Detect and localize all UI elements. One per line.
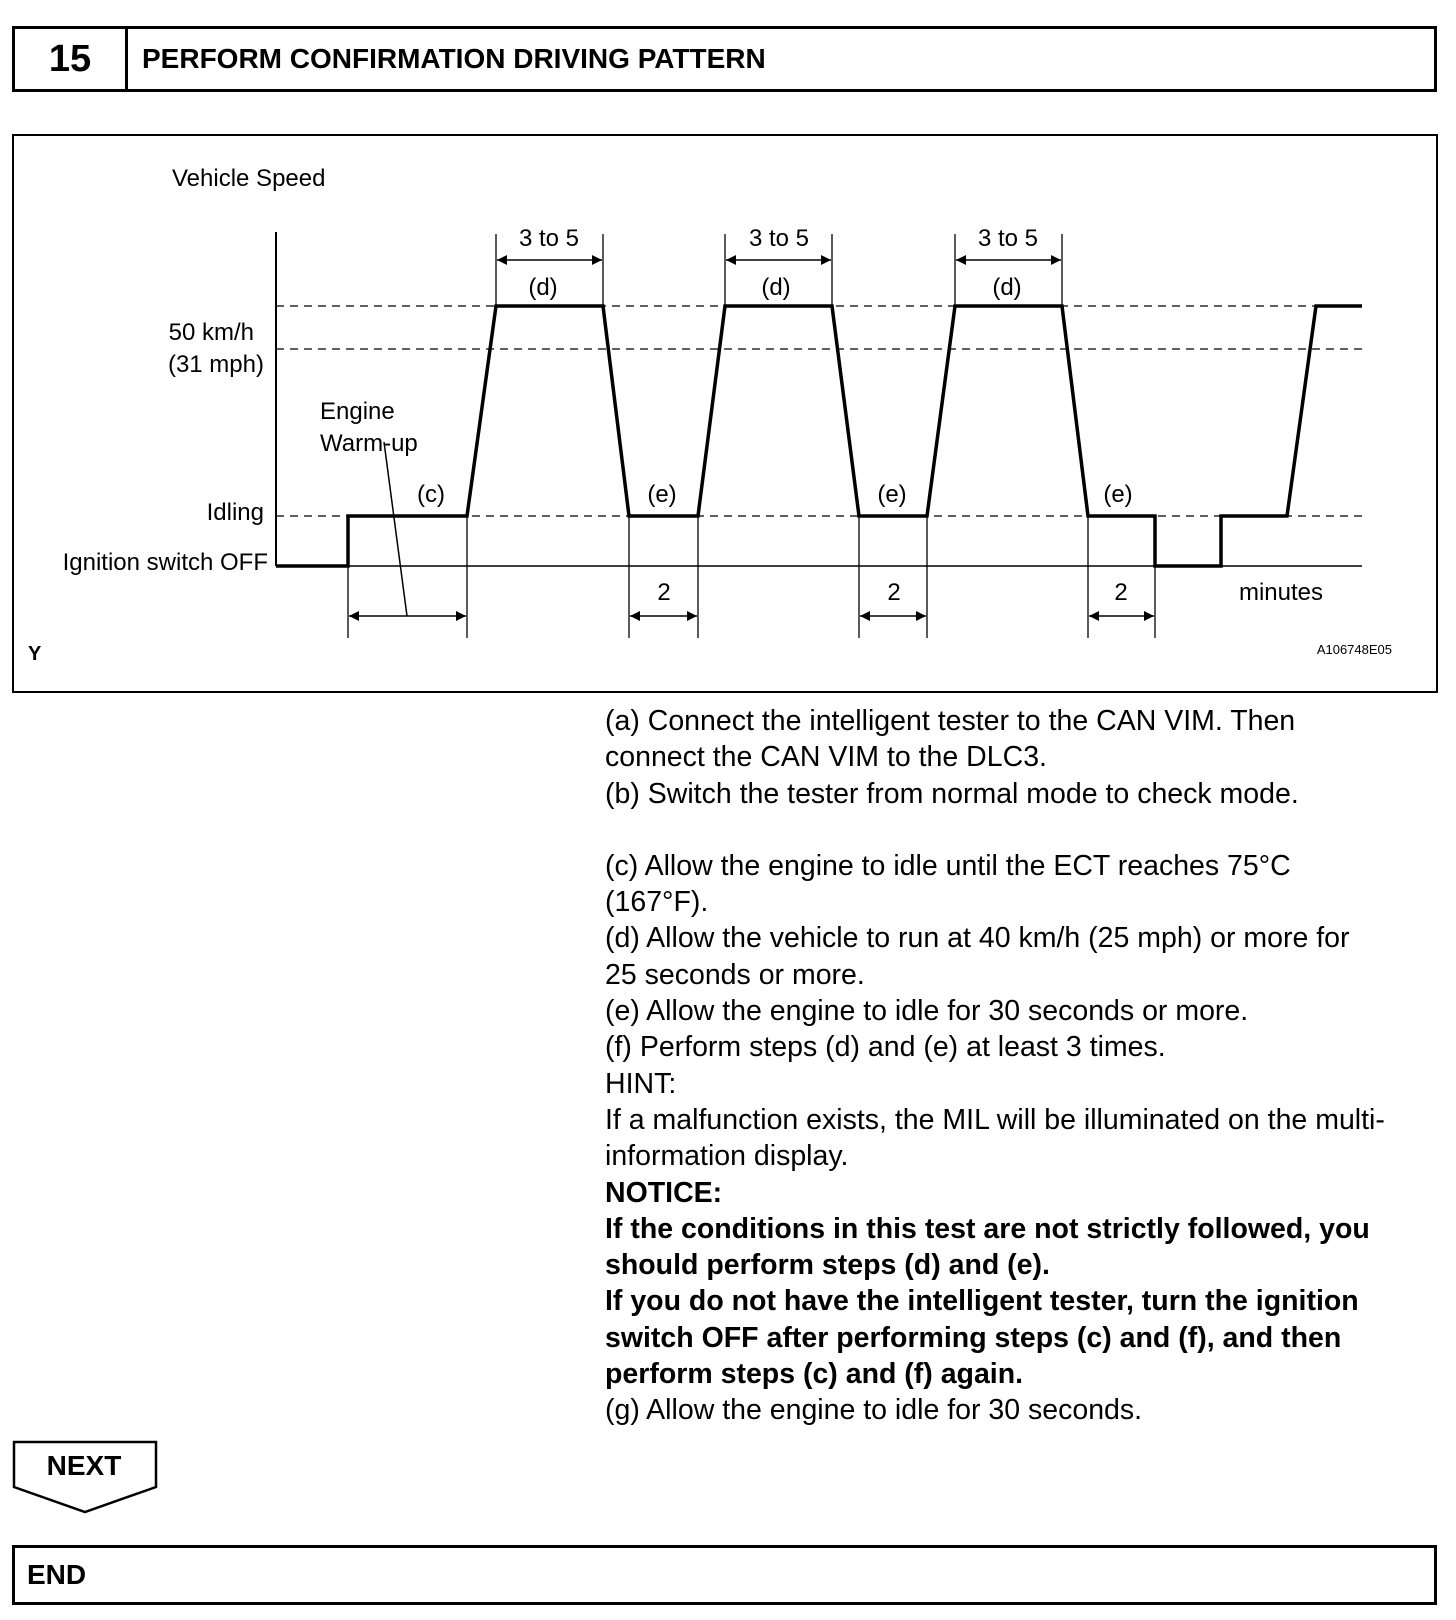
e-duration-label: 2 <box>1114 579 1128 606</box>
step-e-label: (e) <box>1103 481 1133 508</box>
end-label: END <box>27 1559 87 1590</box>
step-e-label: (e) <box>877 481 907 508</box>
spacer <box>605 812 1435 848</box>
corner-mark: Y <box>28 643 42 665</box>
next-button[interactable] <box>12 1440 160 1516</box>
d-duration-label: 3 to 5 <box>977 225 1039 252</box>
step-d-label: (d) <box>761 274 791 301</box>
step-header <box>12 26 1437 92</box>
minutes-unit-label: minutes <box>1238 579 1324 606</box>
hint-line2: information display. <box>605 1140 849 1173</box>
warmup-leader-line <box>384 442 407 616</box>
instruction-c-line1: (c) Allow the engine to idle until the ECT reaches 75°C <box>605 849 1291 882</box>
instruction-a-line1: (a) Connect the intelligent tester to the CAN VIM. Then <box>605 705 1296 737</box>
notice-line1: If the conditions in this test are not strictly followed, you <box>605 1212 1370 1245</box>
instruction-e: (e) Allow the engine to idle for 30 seconds or more. <box>605 995 1249 1028</box>
instructions <box>605 703 1435 1429</box>
step-title: PERFORM CONFIRMATION DRIVING PATTERN <box>142 43 766 74</box>
d-duration-label: 3 to 5 <box>518 225 580 252</box>
notice-line5: perform steps (c) and (f) again. <box>605 1358 1024 1391</box>
notice-line2: should perform steps (d) and (e). <box>605 1249 1050 1282</box>
instruction-b: (b) Switch the tester from normal mode to check mode. <box>605 777 1299 810</box>
idling-label: Idling <box>206 499 264 526</box>
step-d-label: (d) <box>992 274 1022 301</box>
step-d-label: (d) <box>528 274 558 301</box>
step-c-label: (c) <box>417 481 445 508</box>
dimension-arrows <box>349 260 1154 616</box>
hint-line1: If a malfunction exists, the MIL will be illuminated on the multi- <box>605 1103 1385 1136</box>
hint-label: HINT: <box>605 1067 677 1100</box>
figure-id: A106748E05 <box>1316 642 1392 657</box>
e-duration-label: 2 <box>887 579 901 606</box>
instruction-a-line2: connect the CAN VIM to the DLC3. <box>605 741 1047 774</box>
instruction-c-line2: (167°F). <box>605 886 709 919</box>
ignition-off-label: Ignition switch OFF <box>62 549 268 576</box>
step-e-label: (e) <box>647 481 677 508</box>
next-button-label: NEXT <box>46 1450 122 1481</box>
engine-warmup-label-2: Warm-up <box>320 430 418 457</box>
d-duration-label: 3 to 5 <box>748 225 810 252</box>
speed-trace <box>276 306 1362 566</box>
instruction-g: (g) Allow the engine to idle for 30 seconds. <box>605 1394 1143 1427</box>
instruction-f: (f) Perform steps (d) and (e) at least 3 times. <box>605 1031 1166 1064</box>
driving-pattern-figure <box>12 134 1438 693</box>
notice-line4: switch OFF after performing steps (c) and (f), and then <box>605 1321 1342 1354</box>
notice-line3: If you do not have the intelligent tester, turn the ignition <box>605 1285 1359 1318</box>
instruction-d-line1: (d) Allow the vehicle to run at 40 km/h (25 mph) or more for <box>605 922 1350 955</box>
e-duration-label: 2 <box>657 579 671 606</box>
speed-label-kmh: 50 km/h <box>168 319 254 346</box>
speed-label-mph: (31 mph) <box>167 351 264 378</box>
instruction-d-line2: 25 seconds or more. <box>605 958 865 991</box>
notice-label: NOTICE: <box>605 1176 723 1209</box>
engine-warmup-label-1: Engine <box>320 398 395 425</box>
driving-pattern-diagram <box>14 136 1436 691</box>
end-box <box>12 1545 1437 1605</box>
extension-lines <box>348 234 1155 638</box>
step-number: 15 <box>15 29 128 89</box>
y-axis-title: Vehicle Speed <box>172 165 326 192</box>
